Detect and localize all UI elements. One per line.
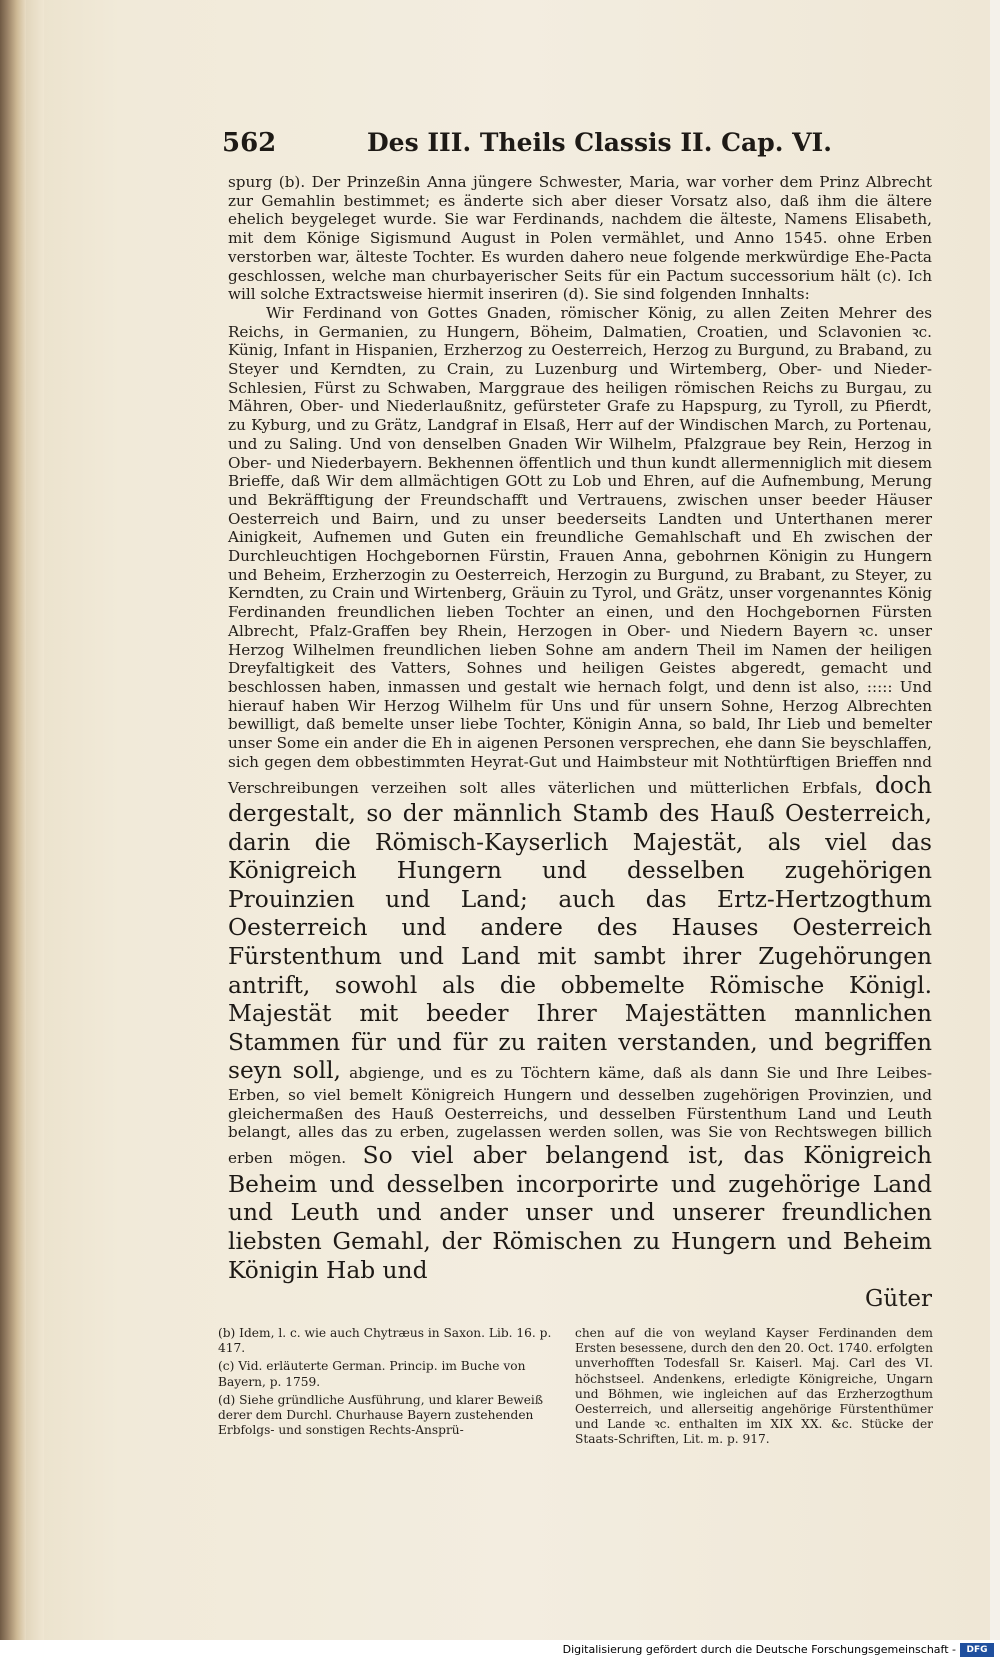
footnote-d-continued: chen auf die von weyland Kayser Ferdinanden dem Ersten besessene, durch den den 20. Oct. 1740. erfolgten unverhofften Todesfall Sr. Kaiserl. Maj. Carl des VI. höchstseel. Andenkens, erledigte Königreiche, Ungarn und Böhmen, wie ingleichen auf das Erzherzogthum Oesterreich, und allerseitig angehörige Fürstenthümer und Lande ꝛc. enthalten im XIX XX. &c. Stücke der Staats-Schriften, Lit. m. p. 917. bbox=[575, 1326, 933, 1447]
footnote-column-left bbox=[218, 1326, 561, 1441]
catchword: Güter bbox=[864, 1286, 932, 1313]
footnote-b: (b) Idem, l. c. wie auch Chytræus in Saxon. Lib. 16. p. 417. bbox=[218, 1326, 552, 1356]
body-text bbox=[228, 173, 932, 1313]
footnotes bbox=[218, 1326, 934, 1456]
intro-paragraph: spurg (b). Der Prinzeßin Anna jüngere Schwester, Maria, war vorher dem Prinz Albrecht zur Gemahlin bestimmet; es änderte sich aber dieser Vorsatz also, daß ihm die ältere ehelich beygeleget wurde. Sie war Ferdinands, nachdem die älteste, Namens Elisabeth, mit dem Könige Sigismund August in Polen vermählet, und Anno 1545. ohne Erben verstorben war, älteste Tochter. Es wurden dahero neue folgende merkwürdige Ehe-Pacta geschlossen, welche man churbayerischer Seits für ein Pactum successorium hält (c). Ich will solche Extractsweise hiermit inseriren (d). Sie sind folgenden Innhalts: bbox=[228, 173, 932, 304]
charter-paragraph bbox=[228, 304, 932, 1285]
running-head: Des III. Theils Classis II. Cap. VI. bbox=[367, 128, 832, 157]
charter-text-large-continued: So viel aber belangend ist, das Königreich Beheim und desselben incorporirte und zugehörige Land und Leuth und ander unser und unserer freundlichen liebsten Gemahl, der Römischen zu Hungern und Beheim Königin Hab und bbox=[228, 1142, 932, 1284]
footnote-column-right bbox=[575, 1326, 933, 1451]
charter-text-tail: abgienge, und es zu Töchtern käme, daß als dann Sie und Ihre Leibes-Erben, so viel bemelt Königreich Hungern und desselben zugehörigen Provinzien, und gleichermaßen des Hauß Oesterreichs, und desselben Fürstenthum Land und Leuth belangt, alles das zu erben, zugelassen werden sollen, was Sie von Rechtswegen billich erben mögen. bbox=[228, 1064, 933, 1168]
charter-text-small: Wir Ferdinand von Gottes Gnaden, römischer König, zu allen Zeiten Mehrer des Reichs, in Germanien, zu Hungern, Böheim, Dalmatien, Croatien, und Sclavonien ꝛc. Künig, Infant in Hispanien, Erzherzog zu Oesterreich, Herzog zu Burgund, zu Braband, zu Steyer und Kerndten, zu Crain, zu Luzenburg und Wirtemberg, Ober- und Nieder-Schlesien, Fürst zu Schwaben, Marggraue des heiligen römischen Reichs zu Burgau, zu Mähren, Ober- und Niederlaußnitz, gefürsteter Grafe zu Hapspurg, zu Tyroll, zu Pfierdt, zu Kyburg, und zu Grätz, Landgraf in Elsaß, Herr auf der Windischen March, zu Portenau, und zu Saling. Und von denselben Gnaden Wir Wilhelm, Pfalzgraue bey Rein, Herzog in Ober- und Niederbayern. Bekhennen öffentlich und thun kundt allermenniglich mit diesem Brieffe, daß Wir dem allmächtigen GOtt zu Lob und Ehren, auf die Aufnembung, Merung und Bekräfftigung der Freundschafft und Vertrauens, zwischen unser beeder Häuser Oesterreich und Bairn, und zu unser beederseits Landten und Unterthanen merer Ainigkeit, Aufnemen und Guten ein freundliche Gemahlschaft und Eh zwischen der Durchleuchtigen Hochgebornen Fürstin, Frauen Anna, gebohrnen Königin zu Hungern und Beheim, Erzherzogin zu Oesterreich, Herzogin zu Burgund, zu Brabant, zu Steyer, zu Kerndten, zu Crain und Wirtenberg, Gräuin zu Tyrol, und Grätz, unser vorgenanntes König Ferdinanden freundlichen lieben Tochter an einen, und den Hochgebornen Fürsten Albrecht, Pfalz-Graffen bey Rhein, Herzogen in Ober- und Niedern Bayern ꝛc. unser Herzog Wilhelmen freundlichen lieben Sohne am andern Theil im Namen der heiligen Dreyfaltigkeit des Vatters, Sohnes und heiligen Geistes abgeredt, gemacht und beschlossen haben, inmassen und gestalt wie hernach folgt, und denn ist also, ::::: Und hierauf haben Wir Herzog Wilhelm für Uns und für unsern Sohne, Herzog Albrechten bewilligt, daß bemelte unser liebe Tochter, Königin Anna, so bald, Ihr Lieb und bemelter unser Some ein ander die Eh in aigenen Personen versprechen, ehe dann Sie beyschlaffen, sich gegen dem obbestimmten Heyrat-Gut und Haimbsteur mit Nothtürftigen Brieffen nnd Verschreibungen verzeihen solt alles väterlichen und mütterlichen Erbfals, bbox=[228, 303, 932, 797]
page-header bbox=[222, 128, 832, 168]
digitization-note: Digitalisierung gefördert durch die Deutsche Forschungsgemeinschaft - bbox=[562, 1643, 956, 1656]
book-spine-edge bbox=[0, 0, 26, 1640]
footnote-d-start: (d) Siehe gründliche Ausführung, und klarer Beweiß derer dem Durchl. Churhause Bayern zustehenden Erbfolgs- und sonstigen Rechts-Ansprü- bbox=[218, 1392, 543, 1438]
page-number: 562 bbox=[222, 128, 277, 158]
footnote-c: (c) Vid. erläuterte German. Princip. im Buche von Bayern, p. 1759. bbox=[218, 1359, 526, 1389]
book-page-stack bbox=[26, 0, 44, 1640]
dfg-logo: DFG bbox=[960, 1643, 994, 1657]
charter-text-large: doch dergestalt, so der männlich Stamb des Hauß Oesterreich, darin die Römisch-Kayserlich Majestät, als viel das Königreich Hungern und desselben zugehörigen Prouinzien und Land; auch das Ertz-Hertzogthum Oesterreich und andere des Hauses Oesterreich Fürstenthum und Land mit sambt ihrer Zugehörungen antrift, sowohl als die obbemelte Römische Königl. Majestät mit beeder Ihrer Majestätten mannlichen Stammen für und für zu raiten verstanden, und begriffen seyn soll, bbox=[228, 771, 932, 1085]
